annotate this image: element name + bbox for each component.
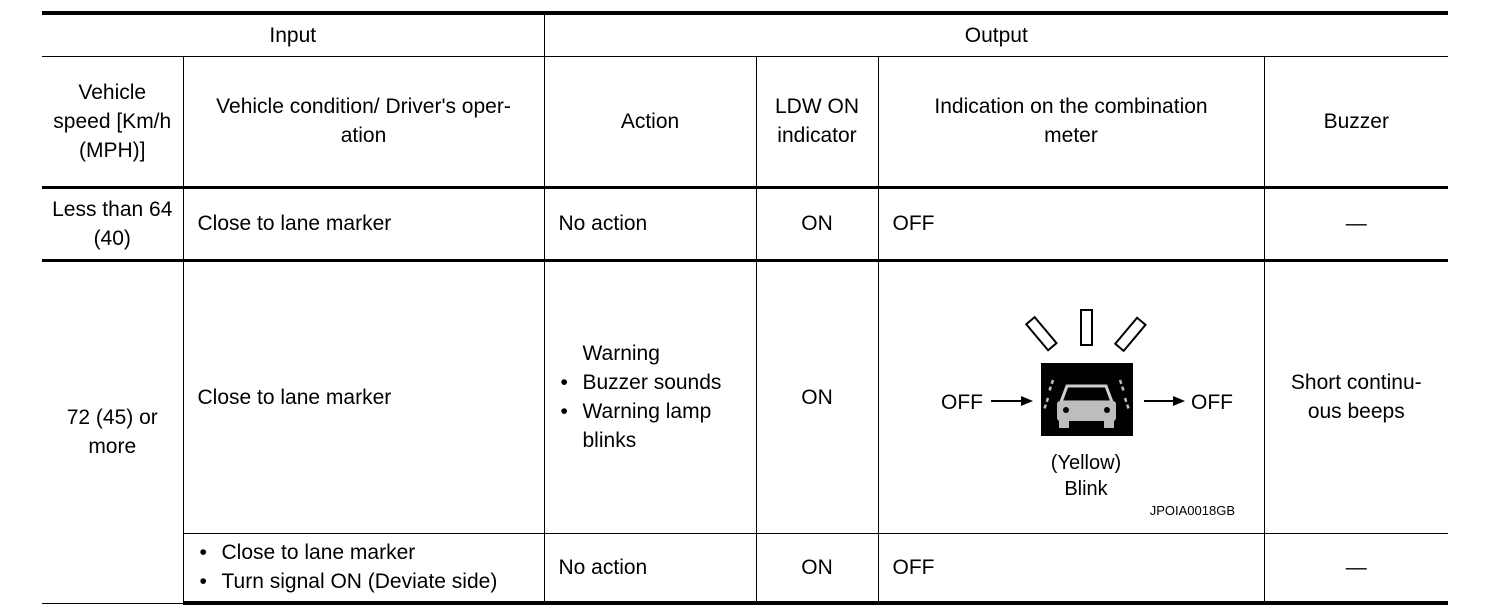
speed-cell: Less than 64 (40) bbox=[42, 187, 183, 260]
table-row bbox=[42, 260, 1448, 533]
buzzer-cell: Short continu-ous beeps bbox=[1264, 260, 1448, 533]
ldw-indicator-cell: ON bbox=[756, 533, 878, 603]
vehicle-speed-header: Vehicle speed [Km/h (MPH)] bbox=[42, 56, 183, 187]
blink-ray-icon bbox=[1026, 317, 1056, 350]
vehicle-condition-header: Vehicle condition/ Driver's oper-ation bbox=[183, 56, 544, 187]
ldw-indicator-cell: ON bbox=[756, 187, 878, 260]
action-header: Action bbox=[544, 56, 756, 187]
speed-cell: 72 (45) or more bbox=[42, 260, 183, 603]
off-after-label: OFF bbox=[1190, 390, 1233, 414]
condition-list bbox=[198, 538, 530, 596]
buzzer-cell: — bbox=[1264, 533, 1448, 603]
action-warning-title: Warning bbox=[582, 342, 660, 365]
meter-cell: OFF bbox=[878, 187, 1264, 260]
meter-cell: OFF bbox=[878, 533, 1264, 603]
table-row bbox=[42, 187, 1448, 260]
blink-ray-icon bbox=[1115, 317, 1145, 350]
combination-meter-header: Indication on the combination meter bbox=[878, 56, 1264, 187]
list-item: • Close to lane marker bbox=[198, 538, 530, 567]
arrowhead-icon bbox=[1173, 396, 1185, 406]
buzzer-header: Buzzer bbox=[1264, 56, 1448, 187]
action-cell: No action bbox=[544, 533, 756, 603]
output-group-header: Output bbox=[544, 13, 1448, 56]
table-row bbox=[42, 533, 1448, 603]
lamp-color-label: (Yellow) bbox=[1050, 451, 1121, 474]
blink-ray-icon bbox=[1081, 310, 1092, 345]
action-cell bbox=[544, 260, 756, 533]
meter-figure-cell bbox=[878, 260, 1264, 533]
figure-code-label: JPOIA0018GB bbox=[1149, 502, 1235, 518]
buzzer-cell: — bbox=[1264, 187, 1448, 260]
condition-cell: Close to lane marker bbox=[183, 260, 544, 533]
column-header-row bbox=[42, 56, 1448, 187]
condition-cell: Close to lane marker bbox=[183, 187, 544, 260]
input-group-header: Input bbox=[42, 13, 544, 56]
arrowhead-icon bbox=[1021, 396, 1033, 406]
warning-lamp-icon bbox=[1041, 363, 1133, 436]
action-cell: No action bbox=[544, 187, 756, 260]
ldw-on-indicator-header: LDW ON indicator bbox=[756, 56, 878, 187]
ldw-indicator-cell: ON bbox=[756, 260, 878, 533]
group-header-row bbox=[42, 13, 1448, 56]
action-warning-list bbox=[559, 368, 742, 455]
ldw-operation-table bbox=[42, 11, 1448, 605]
lamp-state-label: Blink bbox=[1063, 477, 1108, 500]
list-item: • Buzzer sounds bbox=[559, 368, 742, 397]
off-before-label: OFF bbox=[940, 390, 983, 414]
condition-cell bbox=[183, 533, 544, 603]
list-item: • Turn signal ON (Deviate side) bbox=[198, 567, 530, 596]
list-item: • Warning lamp blinks bbox=[559, 397, 742, 455]
meter-indication-figure bbox=[893, 262, 1279, 525]
